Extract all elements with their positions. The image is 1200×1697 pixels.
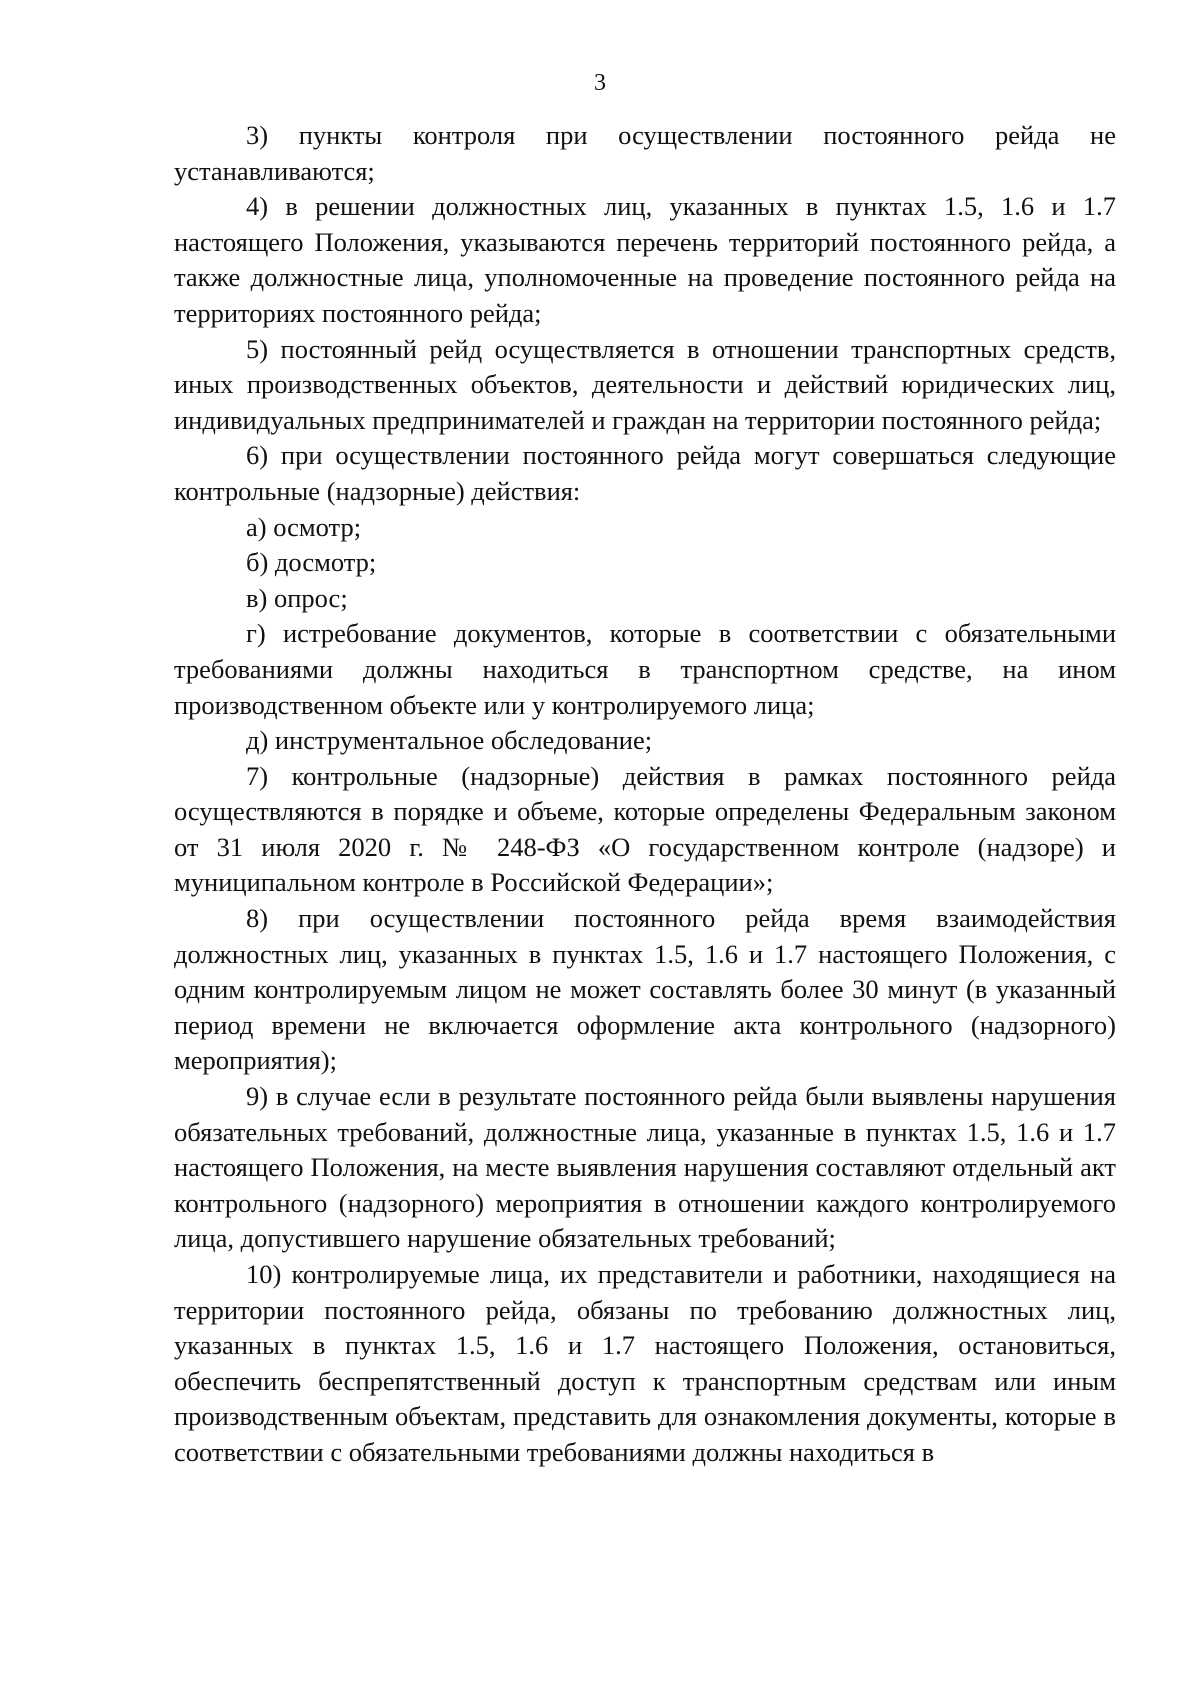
subitem-d: д) инструментальное обследование;: [246, 725, 653, 756]
paragraph-item-5: 5) постоянный рейд осуществляется в отношении транспортных средств, иных производственных объектов, деятельности и действий юридических лиц, индивидуальных предпринимателей и граждан на территории постоянного рейда;: [174, 333, 1116, 435]
subitem-a: а) осмотр;: [246, 511, 362, 542]
page-number: 3: [594, 70, 606, 96]
paragraph-item-8: 8) при осуществлении постоянного рейда время взаимодействия должностных лиц, указанных в пунктах 1.5, 1.6 и 1.7 настоящего Положения, с одним контролируемым лицом не может составлять более 30 минут (в указанный период времени не включается оформление акта контрольного (надзорного) мероприятия);: [174, 903, 1116, 1076]
paragraph-item-10: 10) контролируемые лица, их представители и работники, находящиеся на территории постоянного рейда, обязаны по требованию должностных лиц, указанных в пунктах 1.5, 1.6 и 1.7 настоящего Положения, остановиться, обеспечить беспрепятственный доступ к транспортным средствам или иным производственным объектам, представить для ознакомления документы, которые в соответствии с обязательными требованиями должны находиться в: [174, 1259, 1116, 1467]
subitem-g: г) истребование документов, которые в соответствии с обязательными требованиями должны находиться в транспортном средстве, на ином производственном объекте или у контролируемого лица;: [174, 618, 1116, 720]
paragraph-item-6: 6) при осуществлении постоянного рейда могут совершаться следующие контрольные (надзорные) действия:: [174, 440, 1116, 506]
paragraph-item-4: 4) в решении должностных лиц, указанных в пунктах 1.5, 1.6 и 1.7 настоящего Положения, указываются перечень территорий постоянного рейда, а также должностные лица, уполномоченные на проведение постоянного рейда на территориях постоянного рейда;: [174, 191, 1116, 328]
paragraph-item-7: 7) контрольные (надзорные) действия в рамках постоянного рейда осуществляются в порядке и объеме, которые определены Федеральным законом от 31 июля 2020 г. № 248-ФЗ «О государственном контроле (надзоре) и муниципальном контроле в Российской Федерации»;: [174, 760, 1116, 898]
document-body: [174, 118, 1116, 1471]
paragraph-item-3: 3) пункты контроля при осуществлении постоянного рейда не устанавливаются;: [174, 120, 1116, 186]
subitem-b: б) досмотр;: [246, 547, 377, 578]
subitem-v: в) опрос;: [246, 582, 348, 613]
paragraph-item-9: 9) в случае если в результате постоянного рейда были выявлены нарушения обязательных требований, должностные лица, указанные в пунктах 1.5, 1.6 и 1.7 настоящего Положения, на месте выявления нарушения составляют отдельный акт контрольного (надзорного) мероприятия в отношении каждого контролируемого лица, допустившего нарушение обязательных требований;: [174, 1081, 1116, 1254]
